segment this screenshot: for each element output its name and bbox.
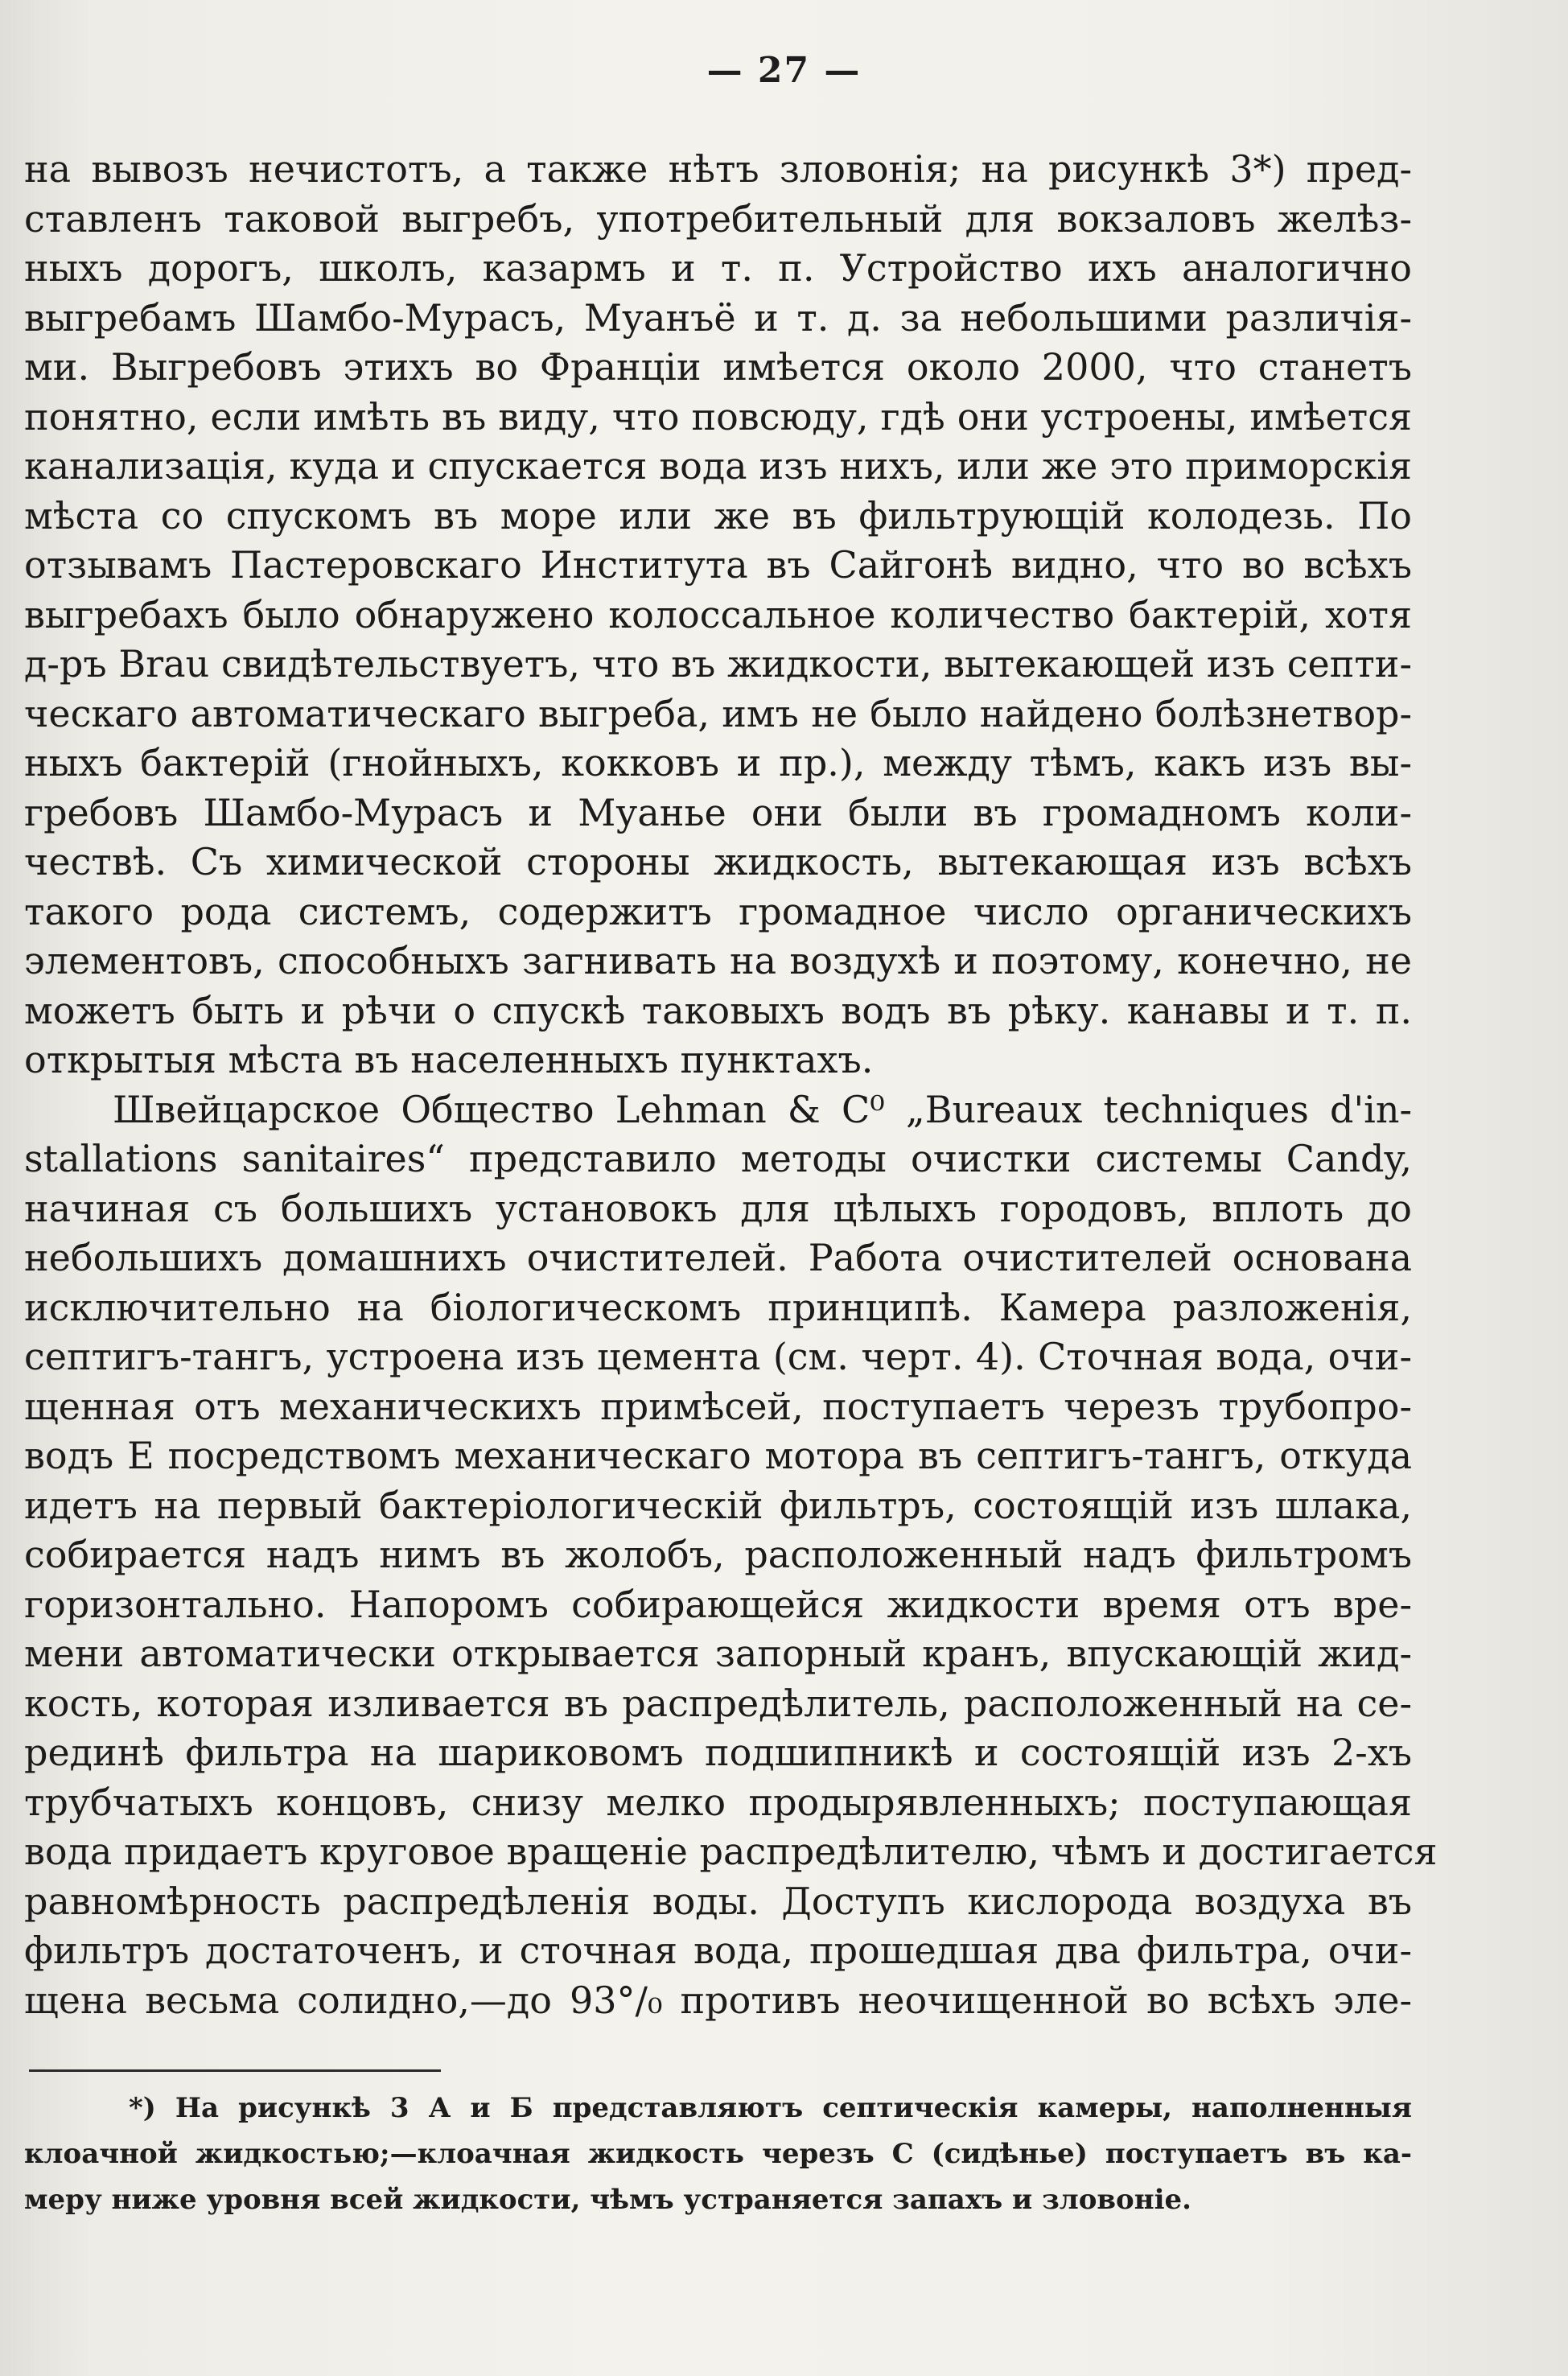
text-line: водъ Е посредствомъ механическаго мотора въ септигъ-тангъ, откуда xyxy=(24,1434,1412,1477)
text-line: небольшихъ домашнихъ очистителей. Работа очистителей основана xyxy=(24,1236,1412,1279)
page-number: — 27 — xyxy=(706,50,862,91)
text-line: stallations sanitaires“ представило методы очистки системы Candy, xyxy=(24,1137,1412,1180)
text-line: горизонтально. Напоромъ собирающейся жидкости время отъ вре- xyxy=(24,1582,1412,1626)
text-line: ческаго автоматическаго выгреба, имъ не было найдено болѣзнетвор- xyxy=(24,691,1412,735)
text-line: можетъ быть и рѣчи о спускѣ таковыхъ водъ въ рѣку. канавы и т. п. xyxy=(24,988,1412,1032)
text-line: канализація, куда и спускается вода изъ нихъ, или же это приморскія xyxy=(24,444,1412,488)
text-line: фильтръ достаточенъ, и сточная вода, прошедшая два фильтра, очи- xyxy=(24,1929,1412,1972)
footnote-divider xyxy=(29,2069,441,2072)
text-line: Швейцарское Общество Lehman & C⁰ „Bureaux techniques d'in- xyxy=(113,1087,1412,1131)
text-line: гребовъ Шамбо-Мурасъ и Муанье они были въ громадномъ коли- xyxy=(24,790,1412,834)
text-line: понятно, если имѣть въ виду, что повсюду, гдѣ они устроены, имѣется xyxy=(24,394,1412,439)
footnote xyxy=(24,2086,1412,2223)
body-text xyxy=(24,145,1438,2025)
footnote-line: *) На рисункѣ 3 А и Б представляютъ септическія камеры, наполненныя xyxy=(129,2092,1412,2124)
text-line: открытыя мѣста въ населенныхъ пунктахъ. xyxy=(24,1038,874,1081)
text-line: начиная съ большихъ установокъ для цѣлыхъ городовъ, вплоть до xyxy=(24,1186,1412,1230)
text-line: вода придаетъ круговое вращеніе распредѣлителю, чѣмъ и достигается xyxy=(24,1830,1438,1873)
text-line: выгребахъ было обнаружено колоссальное количество бактерій, хотя xyxy=(24,592,1412,636)
text-line: на вывозъ нечистотъ, а также нѣтъ зловонія; на рисункѣ 3*) пред- xyxy=(24,147,1412,191)
text-line: щена весьма солидно,—до 93°/₀ противъ неочищенной во всѣхъ эле- xyxy=(24,1978,1412,2022)
text-line: исключительно на біологическомъ принципѣ. Камера разложенія, xyxy=(24,1285,1412,1329)
text-line: ныхъ бактерій (гнойныхъ, кокковъ и пр.), между тѣмъ, какъ изъ вы- xyxy=(24,741,1412,784)
footnote-line: клоачной жидкостью;—клоачная жидкость черезъ С (сидѣнье) поступаетъ въ ка- xyxy=(24,2138,1412,2170)
text-line: собирается надъ нимъ въ жолобъ, расположенный надъ фильтромъ xyxy=(24,1533,1412,1576)
paragraph-1 xyxy=(24,145,1412,1085)
paragraph-2 xyxy=(24,1085,1438,2026)
text-line: септигъ-тангъ, устроена изъ цемента (см. черт. 4). Сточная вода, очи- xyxy=(24,1335,1412,1378)
text-line: чествѣ. Съ химической стороны жидкость, вытекающая изъ всѣхъ xyxy=(24,840,1412,883)
text-line: рединѣ фильтра на шариковомъ подшипникѣ и состоящій изъ 2-хъ xyxy=(24,1731,1412,1774)
text-line: ныхъ дорогъ, школъ, казармъ и т. п. Устройство ихъ аналогично xyxy=(24,246,1412,290)
text-line: отзывамъ Пастеровскаго Института въ Сайгонѣ видно, что во всѣхъ xyxy=(24,543,1412,587)
text-line: д-ръ Brau свидѣтельствуетъ, что въ жидкости, вытекающей изъ септи- xyxy=(24,642,1412,686)
text-line: мени автоматически открывается запорный кранъ, впускающій жид- xyxy=(24,1632,1412,1675)
text-line: элементовъ, способныхъ загнивать на воздухѣ и поэтому, конечно, не xyxy=(24,939,1412,982)
text-line: равномѣрность распредѣленія воды. Доступъ кислорода воздуха въ xyxy=(24,1879,1412,1923)
text-line: щенная отъ механическихъ примѣсей, поступаетъ черезъ трубопро- xyxy=(24,1384,1412,1428)
text-line: мѣста со спускомъ въ море или же въ фильтрующій колодезь. По xyxy=(24,493,1412,537)
text-line: такого рода системъ, содержитъ громадное число органическихъ xyxy=(24,889,1412,933)
text-line: идетъ на первый бактеріологическій фильтръ, состоящій изъ шлака, xyxy=(24,1483,1412,1527)
footnote-line: меру ниже уровня всей жидкости, чѣмъ устраняется запахъ и зловоніе. xyxy=(24,2184,1191,2216)
text-line: кость, которая изливается въ распредѣлитель, расположенный на се- xyxy=(24,1681,1412,1725)
text-line: ставленъ таковой выгребъ, употребительный для вокзаловъ желѣз- xyxy=(24,196,1412,241)
text-line: ми. Выгребовъ этихъ во Франціи имѣется около 2000, что станетъ xyxy=(24,345,1412,389)
text-line: трубчатыхъ концовъ, снизу мелко продырявленныхъ; поступающая xyxy=(24,1780,1412,1824)
text-line: выгребамъ Шамбо-Мурасъ, Муанъё и т. д. за небольшими различія- xyxy=(24,295,1412,340)
